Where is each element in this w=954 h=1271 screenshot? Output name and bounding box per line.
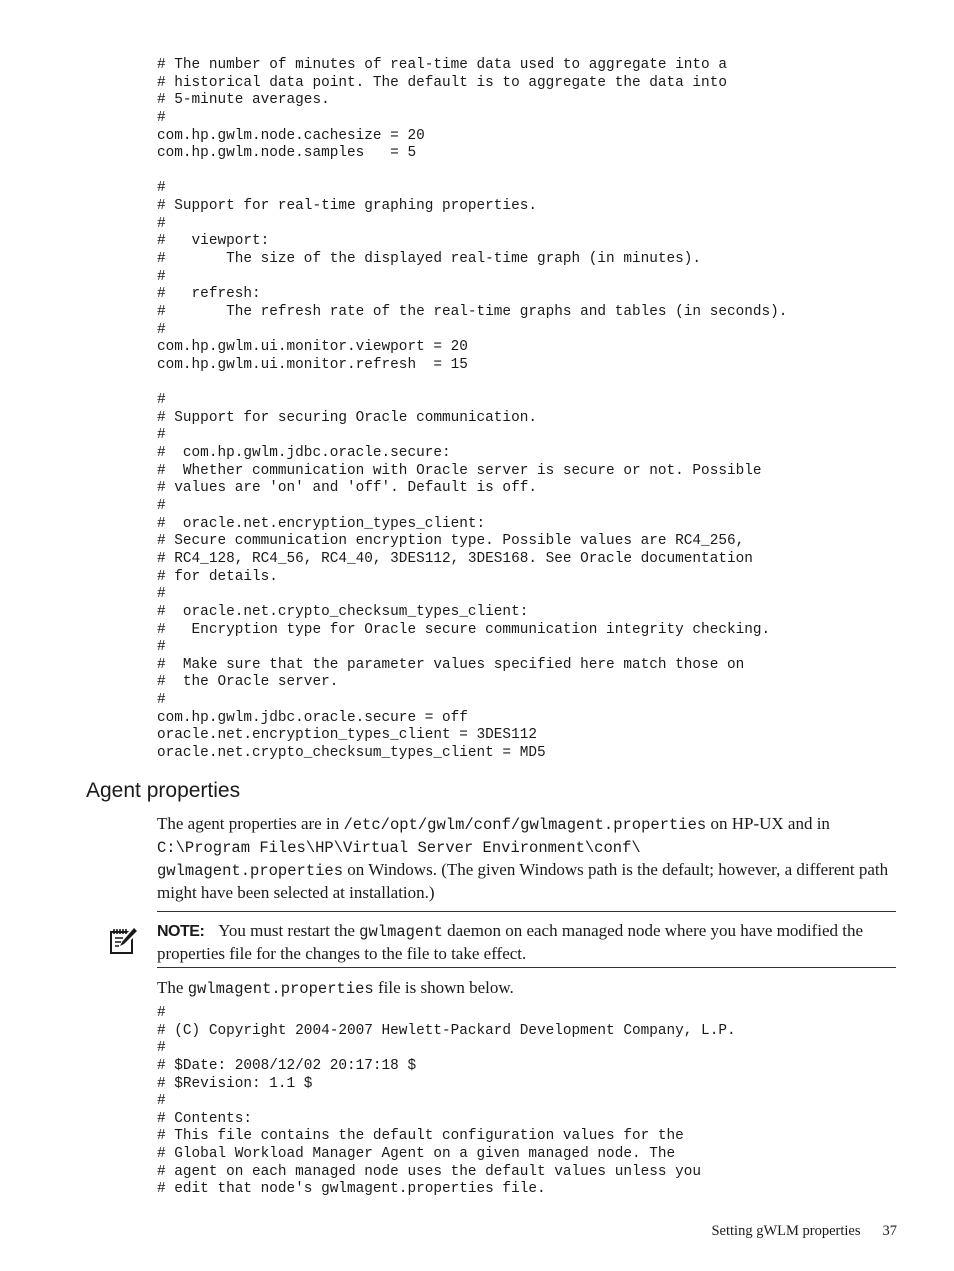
code-line: # Make sure that the parameter values specified here match those on bbox=[157, 656, 745, 673]
code-line: # bbox=[157, 586, 166, 603]
note-callout bbox=[157, 911, 896, 968]
file-name: gwlmagent.properties bbox=[187, 980, 374, 998]
code-line: # Support for real-time graphing properties. bbox=[157, 198, 537, 215]
code-line: # bbox=[157, 321, 166, 338]
code-line: # Support for securing Oracle communication. bbox=[157, 409, 537, 426]
code-line: # bbox=[157, 268, 166, 285]
section-heading: Agent properties bbox=[86, 779, 241, 802]
code-line bbox=[157, 163, 787, 181]
code-line: # viewport: bbox=[157, 233, 270, 250]
code-line: # bbox=[157, 1040, 166, 1057]
code-line: com.hp.gwlm.node.cachesize = 20 bbox=[157, 127, 425, 144]
code-line: com.hp.gwlm.jdbc.oracle.secure = off bbox=[157, 709, 468, 726]
code-line: # bbox=[157, 692, 166, 709]
code-line: # bbox=[157, 392, 166, 409]
code-line: # bbox=[157, 1005, 166, 1021]
code-line: # bbox=[157, 180, 166, 197]
code-line: com.hp.gwlm.ui.monitor.viewport = 20 bbox=[157, 339, 468, 356]
config-code-block-bottom bbox=[157, 1005, 736, 1199]
code-line: # oracle.net.crypto_checksum_types_client: bbox=[157, 603, 529, 620]
code-line: # The refresh rate of the real-time graphs and tables (in seconds). bbox=[157, 303, 788, 320]
code-line: # agent on each managed node uses the default values unless you bbox=[157, 1163, 702, 1180]
windows-path-file: gwlmagent.properties bbox=[157, 862, 344, 880]
code-line: # This file contains the default configuration values for the bbox=[157, 1128, 684, 1145]
code-line: # RC4_128, RC4_56, RC4_40, 3DES112, 3DES168. See Oracle documentation bbox=[157, 550, 753, 567]
windows-path: C:\Program Files\HP\Virtual Server Environment\conf\ bbox=[157, 839, 641, 857]
code-line: # Secure communication encryption type. Possible values are RC4_256, bbox=[157, 533, 745, 550]
code-line: # for details. bbox=[157, 568, 278, 585]
note-text bbox=[157, 920, 896, 964]
page-number: 37 bbox=[882, 1223, 897, 1239]
daemon-name: gwlmagent bbox=[359, 923, 443, 941]
code-line: oracle.net.encryption_types_client = 3DES112 bbox=[157, 727, 537, 744]
note-icon bbox=[107, 924, 139, 956]
code-line: # bbox=[157, 215, 166, 232]
intro-paragraph bbox=[157, 813, 897, 903]
code-line: # $Date: 2008/12/02 20:17:18 $ bbox=[157, 1057, 417, 1074]
code-line: # bbox=[157, 639, 166, 656]
footer-section-title: Setting gWLM properties bbox=[711, 1223, 861, 1239]
code-line: # bbox=[157, 498, 166, 515]
code-line: # Whether communication with Oracle server is secure or not. Possible bbox=[157, 462, 762, 479]
code-line: # bbox=[157, 427, 166, 444]
code-line: # oracle.net.encryption_types_client: bbox=[157, 515, 486, 532]
page-footer bbox=[711, 1222, 897, 1240]
code-line: com.hp.gwlm.node.samples = 5 bbox=[157, 145, 417, 162]
note-label: NOTE: bbox=[157, 923, 205, 940]
config-code-block-top bbox=[157, 57, 787, 763]
code-line: # the Oracle server. bbox=[157, 674, 339, 691]
code-line: # 5-minute averages. bbox=[157, 92, 330, 109]
code-line: # The size of the displayed real-time graph (in minutes). bbox=[157, 251, 702, 268]
hpux-path: /etc/opt/gwlm/conf/gwlmagent.properties bbox=[343, 816, 707, 834]
code-line: # Contents: bbox=[157, 1110, 252, 1127]
intro-text: on Windows. (The given Windows path is the default; however, a different path might have been selected at installation.) bbox=[157, 860, 889, 902]
code-line: # $Revision: 1.1 $ bbox=[157, 1075, 313, 1092]
code-line: # bbox=[157, 1093, 166, 1110]
code-line: # (C) Copyright 2004-2007 Hewlett-Packard Development Company, L.P. bbox=[157, 1022, 736, 1039]
note-body: You must restart the bbox=[218, 921, 360, 940]
file-intro-paragraph bbox=[157, 977, 897, 1000]
code-line: # historical data point. The default is to aggregate the data into bbox=[157, 74, 727, 91]
code-line: # com.hp.gwlm.jdbc.oracle.secure: bbox=[157, 445, 451, 462]
code-line: oracle.net.crypto_checksum_types_client = MD5 bbox=[157, 744, 546, 761]
code-line: com.hp.gwlm.ui.monitor.refresh = 15 bbox=[157, 356, 468, 373]
code-line: # The number of minutes of real-time data used to aggregate into a bbox=[157, 57, 727, 73]
code-line: # refresh: bbox=[157, 286, 261, 303]
file-intro-text: The bbox=[157, 978, 188, 997]
note-body: daemon on each managed node where you have modified the properties file for the changes to the file to take effect. bbox=[157, 921, 864, 963]
code-line bbox=[157, 375, 787, 393]
intro-text: The agent properties are in bbox=[157, 814, 344, 833]
code-line: # Global Workload Manager Agent on a given managed node. The bbox=[157, 1146, 676, 1163]
intro-text: on HP-UX and in bbox=[706, 814, 830, 833]
file-intro-text: file is shown below. bbox=[373, 978, 514, 997]
code-line: # values are 'on' and 'off'. Default is off. bbox=[157, 480, 537, 497]
code-line: # Encryption type for Oracle secure communication integrity checking. bbox=[157, 621, 771, 638]
code-line: # edit that node's gwlmagent.properties file. bbox=[157, 1181, 546, 1198]
code-line: # bbox=[157, 109, 166, 126]
